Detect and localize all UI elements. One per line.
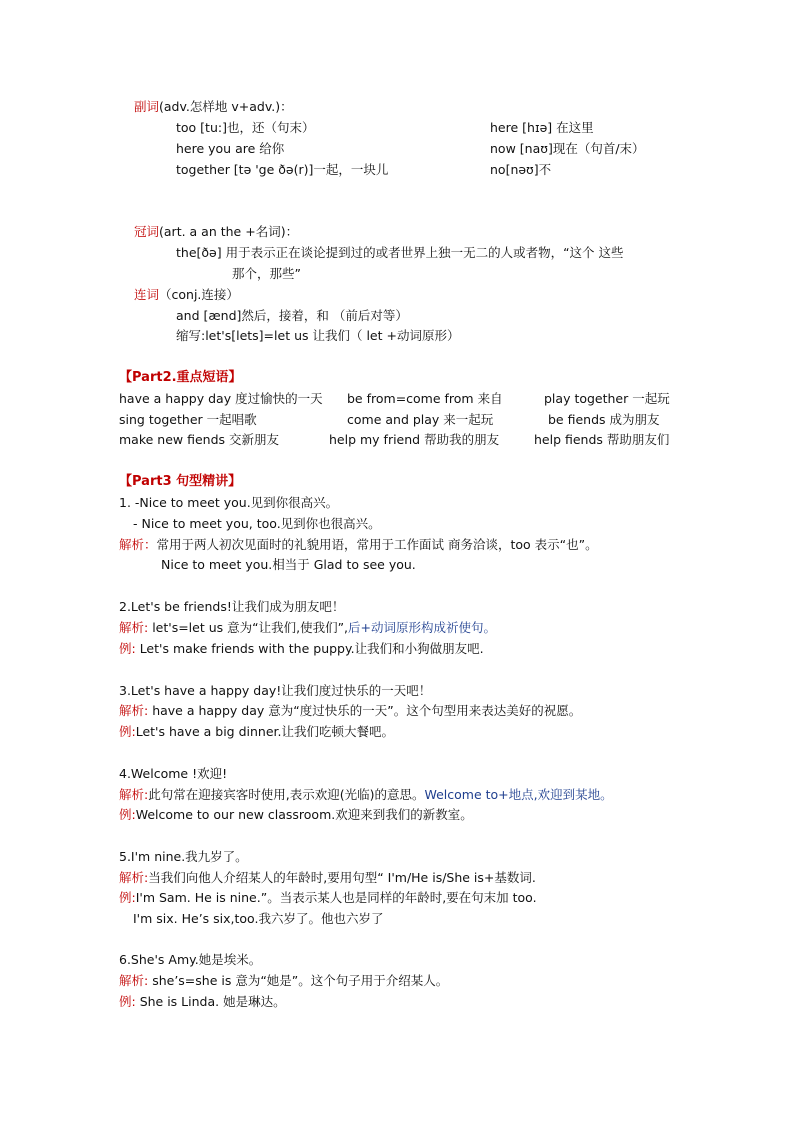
part2-title: 【Part2.重点短语】 bbox=[119, 370, 242, 385]
example-label: 例: bbox=[119, 807, 136, 822]
adverb-item-right: now [naʊ]现在（句首/末） bbox=[490, 141, 645, 156]
analysis-text: she’s=she is 意为“她是”。这个句子用于介绍某人。 bbox=[148, 973, 449, 988]
adverb-item-right: no[nəʊ]不 bbox=[490, 162, 552, 177]
analysis-5 bbox=[119, 869, 536, 887]
sentence-1: 1. -Nice to meet you.见到你很高兴。 bbox=[119, 495, 339, 510]
example-text: Let's have a big dinner.让我们吃顿大餐吧。 bbox=[135, 724, 394, 739]
adverbs-meta: (adv.怎样地 v+adv.)： bbox=[159, 99, 293, 114]
article-definition-cont: 那个，那些” bbox=[232, 266, 301, 281]
part3-title: 【Part3 句型精讲】 bbox=[119, 474, 242, 489]
analysis-text: let's=let us 意为“让我们,使我们”, bbox=[148, 620, 349, 635]
analysis-text: have a happy day 意为“度过快乐的一天”。这个句型用来表达美好的祝愿。 bbox=[148, 703, 582, 718]
analysis-text: 此句常在迎接宾客时使用,表示欢迎(光临)的意思。 bbox=[148, 787, 425, 802]
sentence-6: 6.She's Amy.她是埃米。 bbox=[119, 952, 262, 967]
phrase: make new fiends 交新朋友 bbox=[119, 432, 280, 447]
articles-heading bbox=[134, 223, 298, 241]
analysis-label: 解析: bbox=[119, 620, 149, 635]
phrase: play together 一起玩 bbox=[544, 391, 670, 406]
analysis-6 bbox=[119, 972, 448, 990]
sentence-2: 2.Let's be friends!让我们成为朋友吧！ bbox=[119, 599, 345, 614]
adverbs-label: 副词 bbox=[134, 99, 160, 114]
adverb-item-right: here [hɪə] 在这里 bbox=[490, 120, 594, 135]
analysis-highlight: 后+动词原形构成祈使句。 bbox=[348, 620, 497, 635]
sentence-3: 3.Let's have a happy day!让我们度过快乐的一天吧！ bbox=[119, 683, 432, 698]
example-4 bbox=[119, 806, 473, 824]
sentence-5: 5.I'm nine.我九岁了。 bbox=[119, 849, 248, 864]
analysis-text: 当我们向他人介绍某人的年龄时,要用句型“ I'm/He is/She is+基数词. bbox=[148, 870, 536, 885]
sentence-1-reply: - Nice to meet you, too.见到你也很高兴。 bbox=[133, 516, 381, 531]
phrase: come and play 来一起玩 bbox=[347, 412, 494, 427]
example-label: 例: bbox=[119, 890, 136, 905]
article-definition: the[ðə] 用于表示正在谈论提到过的或者世界上独一无二的人或者物，“这个 这些 bbox=[176, 245, 624, 260]
example-text: She is Linda. 她是琳达。 bbox=[135, 994, 286, 1009]
example-label: 例: bbox=[119, 724, 136, 739]
conj-and: and [ænd]然后，接着，和 （前后对等） bbox=[176, 308, 408, 323]
phrase: be from=come from 来自 bbox=[347, 391, 503, 406]
example-6 bbox=[119, 993, 286, 1011]
analysis-label: 解析: bbox=[119, 787, 149, 802]
analysis-1 bbox=[119, 536, 598, 554]
analysis-label: 解析: bbox=[119, 870, 149, 885]
phrase: have a happy day 度过愉快的一天 bbox=[119, 391, 323, 406]
example-text: Welcome to our new classroom.欢迎来到我们的新教室。 bbox=[135, 807, 473, 822]
analysis-label: 解析: bbox=[119, 973, 149, 988]
example-5-cont: I'm six. He’s six,too.我六岁了。他也六岁了 bbox=[133, 911, 384, 926]
analysis-1-note: Nice to meet you.相当于 Glad to see you. bbox=[161, 557, 416, 572]
example-text: I'm Sam. He is nine.”。当表示某人也是同样的年龄时,要在句末加 too. bbox=[135, 890, 537, 905]
analysis-4 bbox=[119, 786, 613, 804]
example-2 bbox=[119, 640, 484, 658]
conj-meta: （conj.连接） bbox=[159, 287, 239, 302]
adverb-item-left: together [tə 'ge ðə(r)]一起，一块儿 bbox=[176, 162, 389, 177]
adverbs-heading bbox=[134, 98, 293, 116]
analysis-highlight: Welcome to+地点,欢迎到某地。 bbox=[424, 787, 613, 802]
phrase: help fiends 帮助朋友们 bbox=[534, 432, 670, 447]
sentence-4: 4.Welcome !欢迎! bbox=[119, 766, 228, 781]
analysis-text: 常用于两人初次见面时的礼貌用语，常用于工作面试 商务洽谈，too 表示“也”。 bbox=[156, 537, 598, 552]
phrase: be fiends 成为朋友 bbox=[548, 412, 660, 427]
conj-label: 连词 bbox=[134, 287, 160, 302]
articles-label: 冠词 bbox=[134, 224, 160, 239]
phrase: help my friend 帮助我的朋友 bbox=[329, 432, 500, 447]
articles-meta: (art. a an the +名词)： bbox=[159, 224, 299, 239]
adverb-item-left: too [tu:]也，还（句末） bbox=[176, 120, 315, 135]
example-3 bbox=[119, 723, 394, 741]
analysis-2 bbox=[119, 619, 496, 637]
conj-heading bbox=[134, 286, 239, 304]
analysis-label: 解析： bbox=[119, 537, 157, 552]
example-label: 例: bbox=[119, 994, 136, 1009]
analysis-label: 解析: bbox=[119, 703, 149, 718]
phrase: sing together 一起唱歌 bbox=[119, 412, 257, 427]
example-5 bbox=[119, 889, 537, 907]
analysis-3 bbox=[119, 702, 581, 720]
example-label: 例: bbox=[119, 641, 136, 656]
conj-lets: 缩写:let's[lets]=let us 让我们（ let +动词原形） bbox=[176, 328, 460, 343]
adverb-item-left: here you are 给你 bbox=[176, 141, 285, 156]
example-text: Let's make friends with the puppy.让我们和小狗做朋友吧. bbox=[135, 641, 484, 656]
